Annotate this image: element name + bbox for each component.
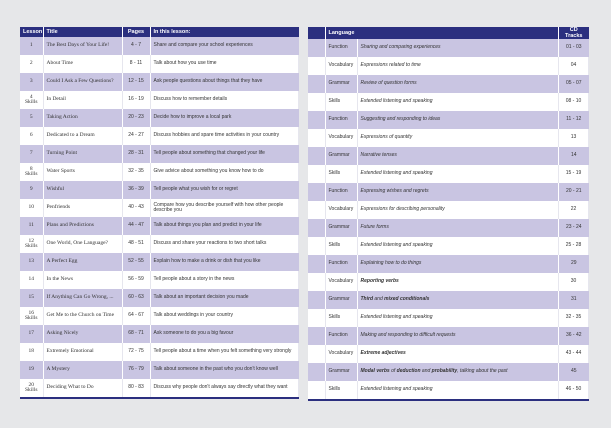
- lesson-description: Decide how to improve a local park: [150, 109, 299, 127]
- lesson-number-cell: [20, 55, 43, 73]
- table-row: [308, 57, 589, 75]
- spine-spacer: [308, 93, 325, 111]
- language-type: Function: [325, 255, 357, 273]
- language-type: Vocabulary: [325, 345, 357, 363]
- table-row: [20, 307, 299, 325]
- lesson-description: Talk about an important decision you made: [150, 289, 299, 307]
- language-text: of: [389, 368, 397, 375]
- spine-spacer: [308, 291, 325, 309]
- lesson-title: Plans and Predictions: [43, 217, 122, 235]
- lesson-number: 17: [28, 330, 34, 337]
- lesson-title: Get Me to the Church on Time: [43, 307, 122, 325]
- table-row: [308, 291, 589, 309]
- language-table: [308, 27, 589, 401]
- language-focus: [357, 129, 559, 147]
- cd-tracks: 23 - 24: [559, 219, 589, 237]
- lesson-description: Discuss why people don't always say directly what they want: [150, 379, 299, 398]
- spine-spacer: [308, 57, 325, 75]
- table-row: [20, 361, 299, 379]
- cd-tracks: 22: [559, 201, 589, 219]
- lesson-pages: 40 - 43: [122, 199, 150, 217]
- language-focus: [357, 291, 559, 309]
- lesson-title: If Anything Can Go Wrong, ...: [43, 289, 122, 307]
- lesson-pages: 68 - 71: [122, 325, 150, 343]
- lesson-number: 10: [28, 204, 34, 211]
- table-row: [308, 381, 589, 400]
- spine-spacer: [308, 147, 325, 165]
- lesson-title: About Time: [43, 55, 122, 73]
- header-pages: Pages: [122, 27, 150, 37]
- lesson-title: In the News: [43, 271, 122, 289]
- cd-tracks: 14: [559, 147, 589, 165]
- lesson-description: Give advice about something you know how to do: [150, 163, 299, 181]
- language-type: Vocabulary: [325, 201, 357, 219]
- lesson-number-cell: [20, 253, 43, 271]
- lesson-number-cell: [20, 181, 43, 199]
- language-text: Extended listening and speaking: [360, 314, 433, 321]
- language-type: Grammar: [325, 363, 357, 381]
- language-focus: [357, 273, 559, 291]
- table-row: [20, 325, 299, 343]
- lesson-pages: 20 - 23: [122, 109, 150, 127]
- language-focus: [357, 219, 559, 237]
- lesson-number: 1: [29, 42, 33, 49]
- table-row: [308, 363, 589, 381]
- skills-label: Skills: [24, 315, 38, 321]
- table-row: [20, 289, 299, 307]
- lesson-number-cell: [20, 217, 43, 235]
- language-text: Making and responding to difficult requests: [360, 332, 456, 339]
- lesson-number: 12: [28, 237, 34, 244]
- lesson-number: 5: [29, 114, 33, 121]
- lesson-description: Talk about how you use time: [150, 55, 299, 73]
- lesson-pages: 8 - 11: [122, 55, 150, 73]
- language-type: Vocabulary: [325, 129, 357, 147]
- lesson-number: 8: [29, 165, 33, 172]
- table-row: [308, 255, 589, 273]
- language-text: Expressions related to time: [360, 62, 421, 69]
- language-text: Narrative tenses: [360, 152, 397, 159]
- language-type: Function: [325, 327, 357, 345]
- lesson-number-cell: [20, 145, 43, 163]
- lesson-description: Tell people about a time when you felt something very strongly: [150, 343, 299, 361]
- contents-table-left-page: [20, 27, 299, 399]
- language-text: Expressing wishes and regrets: [360, 188, 429, 195]
- lesson-number: 3: [29, 78, 33, 85]
- skills-label: Skills: [24, 387, 38, 393]
- language-focus: [357, 327, 559, 345]
- language-text: and: [373, 296, 385, 303]
- table-row: [308, 219, 589, 237]
- lesson-title: Taking Action: [43, 109, 122, 127]
- table-header: [20, 27, 299, 37]
- language-text: Extended listening and speaking: [360, 170, 433, 177]
- cd-tracks: 20 - 21: [559, 183, 589, 201]
- table-row: [20, 37, 299, 55]
- lesson-number: 4: [29, 93, 33, 100]
- table-row: [308, 93, 589, 111]
- header-spacer: [308, 27, 325, 39]
- language-focus: [357, 75, 559, 93]
- header-language: Language: [325, 27, 559, 39]
- cd-tracks: 30: [559, 273, 589, 291]
- skills-label: Skills: [24, 171, 38, 177]
- language-focus: [357, 381, 559, 400]
- lesson-description: Tell people about something that changed your life: [150, 145, 299, 163]
- lesson-description: Ask people questions about things that they have: [150, 73, 299, 91]
- lesson-pages: 60 - 63: [122, 289, 150, 307]
- table-row: [308, 75, 589, 93]
- spine-spacer: [308, 165, 325, 183]
- cd-tracks: 46 - 50: [559, 381, 589, 400]
- lesson-pages: 76 - 79: [122, 361, 150, 379]
- lesson-description: Discuss how to remember details: [150, 91, 299, 109]
- language-focus: [357, 111, 559, 129]
- spine-spacer: [308, 201, 325, 219]
- table-row: [308, 309, 589, 327]
- cd-tracks: 13: [559, 129, 589, 147]
- table-row: [20, 253, 299, 271]
- lesson-number: 20: [28, 381, 34, 388]
- lesson-pages: 48 - 51: [122, 235, 150, 253]
- spine-spacer: [308, 273, 325, 291]
- lesson-number-cell: [20, 91, 43, 109]
- lesson-title: In Detail: [43, 91, 122, 109]
- language-focus: [357, 165, 559, 183]
- lesson-title: Asking Nicely: [43, 325, 122, 343]
- table-row: [308, 345, 589, 363]
- lesson-number-cell: [20, 37, 43, 55]
- lesson-pages: 80 - 83: [122, 379, 150, 398]
- spine-spacer: [308, 237, 325, 255]
- lesson-title: Penfriends: [43, 199, 122, 217]
- language-type: Function: [325, 183, 357, 201]
- lesson-description: Ask someone to do you a big favour: [150, 325, 299, 343]
- cd-tracks: 43 - 44: [559, 345, 589, 363]
- cd-tracks: 25 - 28: [559, 237, 589, 255]
- cd-tracks: 15 - 19: [559, 165, 589, 183]
- lesson-number-cell: [20, 307, 43, 325]
- lesson-description: Compare how you describe yourself with how other people describe you: [150, 199, 299, 217]
- lesson-number: 7: [29, 150, 33, 157]
- language-text: Suggesting and responding to ideas: [360, 116, 441, 123]
- language-type: Grammar: [325, 219, 357, 237]
- table-row: [20, 109, 299, 127]
- cd-tracks: 11 - 12: [559, 111, 589, 129]
- spine-spacer: [308, 327, 325, 345]
- spine-spacer: [308, 363, 325, 381]
- spine-spacer: [308, 345, 325, 363]
- language-focus: [357, 201, 559, 219]
- lesson-pages: 24 - 27: [122, 127, 150, 145]
- lesson-description: Talk about things you plan and predict in your life: [150, 217, 299, 235]
- spine-spacer: [308, 75, 325, 93]
- bold-term: mixed conditionals: [384, 296, 430, 303]
- lesson-pages: 16 - 19: [122, 91, 150, 109]
- lesson-title: Wishful: [43, 181, 122, 199]
- table-row: [20, 217, 299, 235]
- skills-label: Skills: [24, 99, 38, 105]
- table-row: [20, 379, 299, 398]
- bold-term: Extreme adjectives: [360, 350, 406, 357]
- lesson-description: Share and compare your school experiences: [150, 37, 299, 55]
- lesson-number-cell: [20, 271, 43, 289]
- lesson-description: Tell people what you wish for or regret: [150, 181, 299, 199]
- table-header: [308, 27, 589, 39]
- header-lesson: Lesson: [20, 27, 43, 37]
- lesson-title: One World, One Language?: [43, 235, 122, 253]
- lesson-pages: 12 - 15: [122, 73, 150, 91]
- table-row: [20, 343, 299, 361]
- lesson-number-cell: [20, 199, 43, 217]
- language-type: Skills: [325, 309, 357, 327]
- spine-spacer: [308, 219, 325, 237]
- spine-spacer: [308, 309, 325, 327]
- cd-tracks: 31: [559, 291, 589, 309]
- table-row: [308, 165, 589, 183]
- lesson-description: Explain how to make a drink or dish that you like: [150, 253, 299, 271]
- lesson-pages: 32 - 35: [122, 163, 150, 181]
- table-row: [308, 327, 589, 345]
- lesson-number-cell: [20, 361, 43, 379]
- lesson-title: The Best Days of Your Life!: [43, 37, 122, 55]
- table-row: [308, 129, 589, 147]
- contents-table-right-page: [308, 27, 589, 401]
- table-row: [308, 111, 589, 129]
- lesson-description: Discuss hobbies and spare time activities in your country: [150, 127, 299, 145]
- table-row: [308, 273, 589, 291]
- lesson-number-cell: [20, 289, 43, 307]
- table-row: [20, 91, 299, 109]
- language-text: Sharing and comparing experiences: [360, 44, 441, 51]
- cd-tracks: 05 - 07: [559, 75, 589, 93]
- spine-spacer: [308, 183, 325, 201]
- lesson-number-cell: [20, 109, 43, 127]
- spine-spacer: [308, 129, 325, 147]
- lesson-pages: 28 - 31: [122, 145, 150, 163]
- language-focus: [357, 309, 559, 327]
- table-row: [20, 73, 299, 91]
- bold-term: Modal verbs: [360, 368, 390, 375]
- language-type: Grammar: [325, 75, 357, 93]
- language-focus: [357, 57, 559, 75]
- lesson-number-cell: [20, 73, 43, 91]
- table-row: [308, 183, 589, 201]
- language-text: Expressions for describing personality: [360, 206, 445, 213]
- language-text: Review of question forms: [360, 80, 417, 87]
- lesson-number-cell: [20, 127, 43, 145]
- table-row: [308, 201, 589, 219]
- cd-tracks: 04: [559, 57, 589, 75]
- lesson-title: Deciding What to Do: [43, 379, 122, 398]
- language-type: Skills: [325, 381, 357, 400]
- language-focus: [357, 363, 559, 381]
- lesson-pages: 44 - 47: [122, 217, 150, 235]
- language-focus: [357, 147, 559, 165]
- table-row: [20, 163, 299, 181]
- header-cd-tracks: CD Tracks: [559, 27, 589, 39]
- language-focus: [357, 93, 559, 111]
- lesson-pages: 64 - 67: [122, 307, 150, 325]
- lesson-title: Extremely Emotional: [43, 343, 122, 361]
- spine-spacer: [308, 381, 325, 400]
- language-type: Skills: [325, 237, 357, 255]
- cd-tracks: 29: [559, 255, 589, 273]
- bold-term: deduction: [396, 368, 421, 375]
- cd-tracks: 36 - 42: [559, 327, 589, 345]
- lesson-title: Dedicated to a Dream: [43, 127, 122, 145]
- lesson-description: Tell people about a story in the news: [150, 271, 299, 289]
- cd-tracks: 08 - 10: [559, 93, 589, 111]
- lesson-number: 16: [28, 309, 34, 316]
- lesson-title: Turning Point: [43, 145, 122, 163]
- language-type: Skills: [325, 93, 357, 111]
- table-row: [20, 271, 299, 289]
- language-focus: [357, 39, 559, 57]
- header-title: Title: [43, 27, 122, 37]
- lesson-number: 2: [29, 60, 33, 67]
- lesson-number-cell: [20, 325, 43, 343]
- lesson-pages: 52 - 55: [122, 253, 150, 271]
- table-row: [20, 55, 299, 73]
- lesson-description: Talk about someone in the past who you don't know well: [150, 361, 299, 379]
- language-type: Grammar: [325, 291, 357, 309]
- language-focus: [357, 183, 559, 201]
- language-text: Extended listening and speaking: [360, 242, 433, 249]
- spine-spacer: [308, 39, 325, 57]
- language-focus: [357, 345, 559, 363]
- lesson-number: 6: [29, 132, 33, 139]
- lesson-title: Water Sports: [43, 163, 122, 181]
- lesson-title: A Mystery: [43, 361, 122, 379]
- language-text: Extended listening and speaking: [360, 98, 433, 105]
- table-row: [308, 237, 589, 255]
- skills-label: Skills: [24, 243, 38, 249]
- language-text: Future forms: [360, 224, 389, 231]
- lessons-table: [20, 27, 299, 399]
- lesson-number-cell: [20, 163, 43, 181]
- spine-spacer: [308, 255, 325, 273]
- language-type: Grammar: [325, 147, 357, 165]
- lesson-pages: 4 - 7: [122, 37, 150, 55]
- language-text: Expressions of quantity: [360, 134, 413, 141]
- language-focus: [357, 237, 559, 255]
- lesson-pages: 72 - 75: [122, 343, 150, 361]
- table-row: [20, 127, 299, 145]
- bold-term: Third: [360, 296, 373, 303]
- lesson-number: 19: [28, 366, 34, 373]
- cd-tracks: 01 - 03: [559, 39, 589, 57]
- lesson-pages: 36 - 39: [122, 181, 150, 199]
- cd-tracks: 45: [559, 363, 589, 381]
- lesson-number: 11: [28, 222, 34, 229]
- header-in-this-lesson: In this lesson:: [150, 27, 299, 37]
- cd-tracks: 32 - 35: [559, 309, 589, 327]
- lesson-title: A Perfect Egg: [43, 253, 122, 271]
- lesson-description: Discuss and share your reactions to two short talks: [150, 235, 299, 253]
- language-type: Function: [325, 39, 357, 57]
- lesson-title: Could I Ask a Few Questions?: [43, 73, 122, 91]
- lesson-number-cell: [20, 235, 43, 253]
- table-row: [20, 235, 299, 253]
- lesson-pages: 56 - 59: [122, 271, 150, 289]
- lesson-description: Talk about weddings in your country: [150, 307, 299, 325]
- lesson-number: 9: [29, 186, 33, 193]
- language-type: Vocabulary: [325, 273, 357, 291]
- lesson-number: 15: [28, 294, 34, 301]
- table-row: [20, 199, 299, 217]
- table-row: [308, 147, 589, 165]
- lesson-number-cell: [20, 343, 43, 361]
- lesson-number: 13: [28, 258, 34, 265]
- language-text: Extended listening and speaking: [360, 386, 433, 393]
- language-text: , talking about the past: [457, 368, 508, 375]
- language-type: Skills: [325, 165, 357, 183]
- spine-spacer: [308, 111, 325, 129]
- language-type: Function: [325, 111, 357, 129]
- lesson-number: 18: [28, 348, 34, 355]
- language-type: Vocabulary: [325, 57, 357, 75]
- language-text: and: [420, 368, 432, 375]
- table-row: [20, 145, 299, 163]
- bold-term: Reporting verbs: [360, 278, 399, 285]
- language-focus: [357, 255, 559, 273]
- bold-term: probability: [431, 368, 458, 375]
- language-text: Explaining how to do things: [360, 260, 422, 267]
- lesson-number: 14: [28, 276, 34, 283]
- lesson-number-cell: [20, 379, 43, 398]
- table-row: [308, 39, 589, 57]
- table-row: [20, 181, 299, 199]
